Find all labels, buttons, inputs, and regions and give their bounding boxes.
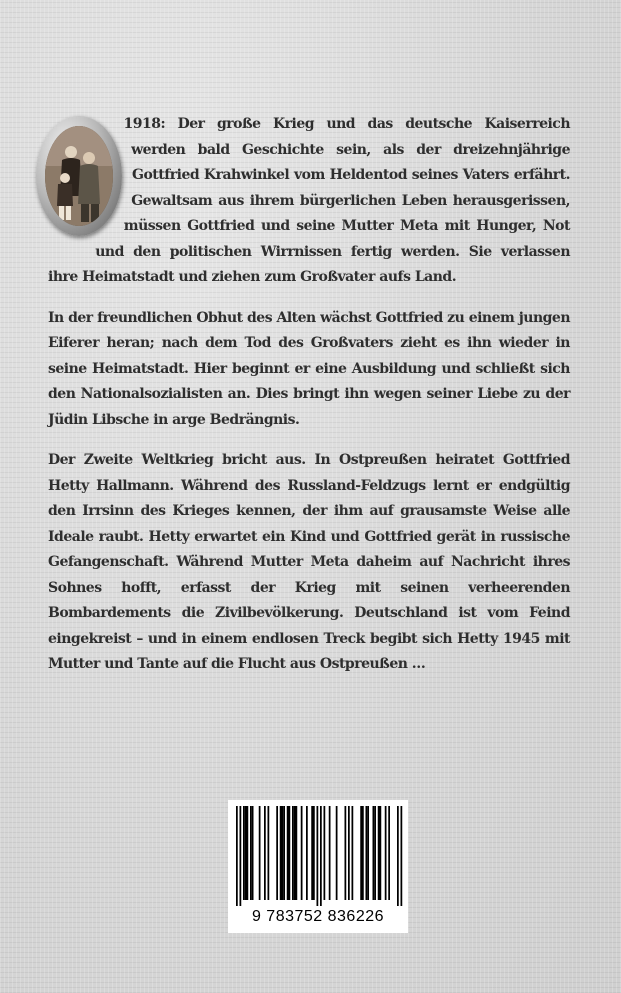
barcode-bar: [292, 806, 294, 900]
oval-family-photo: [36, 116, 122, 236]
barcode-bar: [287, 806, 289, 900]
barcode-bar: [366, 806, 368, 900]
barcode-bar: [289, 806, 291, 900]
barcode-bar: [250, 806, 252, 900]
barcode-bar: [385, 806, 387, 900]
barcode-bar: [401, 806, 403, 906]
barcode-bar: [296, 806, 298, 900]
barcode-bar: [283, 806, 285, 900]
barcode-bar: [245, 806, 247, 900]
barcode-bar: [306, 806, 308, 900]
barcode-bar: [240, 806, 242, 906]
barcode-bar: [360, 806, 362, 900]
blurb-paragraph-3: Der Zweite Weltkrieg bricht aus. In Ostpreußen heiratet Gottfried Hetty Hallmann. Während des Russland-Feldzugs lernt er endgültig den Irrsinn des Krieges kennen, der ihm auf grausamste Weise alle Ideale raubt. Hetty erwartet ein Kind und Gottfried gerät in russische Gefangenschaft. Während Mutter Meta daheim auf Nachricht ihres Sohnes hofft, erfasst der Krieg mit seinen verheerenden Bombardements die Zivilbevölkerung. Deutschland ist vom Feind eingekreist – und in einem endlosen Treck begibt sich Hetty 1945 mit Mutter und Tante auf die Flucht aus Ostpreußen …: [48, 452, 570, 672]
back-cover-blurb: [48, 112, 570, 693]
barcode-bar: [268, 806, 270, 900]
barcode-bar: [373, 806, 375, 900]
barcode-bar: [362, 806, 364, 900]
barcode-bar: [329, 806, 331, 900]
isbn-barcode: [228, 800, 408, 933]
barcode-bar: [313, 806, 315, 900]
barcode-bar: [264, 806, 266, 900]
barcode-bar: [324, 806, 326, 900]
barcode-bar: [243, 806, 245, 900]
barcode-bar: [320, 806, 322, 906]
barcode-bar: [378, 806, 380, 900]
isbn-digits: 9 783752 836226: [251, 908, 385, 925]
family-photo-illustration: [45, 126, 113, 226]
barcode-bar: [380, 806, 382, 900]
barcode-bar: [367, 806, 369, 900]
barcode-bar: [345, 806, 347, 900]
barcode-bar: [336, 806, 338, 900]
photo-image: [45, 126, 113, 226]
barcode-bar: [259, 806, 261, 900]
blurb-paragraph-1: 1918: Der große Krieg und das deutsche Kaiserreich werden bald Geschichte sein, als der dreizehnjährige Gottfried Krahwinkel vom Heldentod seines Vaters erfährt. Gewaltsam aus ihrem bürgerlichen Leben herausgerissen, müssen Gottfried und seine Mutter Meta mit Hunger, Not und den politischen Wirrnissen fertig werden. Sie verlassen ihre Heimatstadt und ziehen zum Großvater aufs Land.: [48, 112, 570, 291]
barcode-bar: [282, 806, 284, 900]
blurb-paragraph-2: In der freundlichen Obhut des Alten wächst Gottfried zu einem jungen Eiferer heran; nach dem Tod des Großvaters zieht es ihn wieder in seine Heimatstadt. Hier beginnt er eine Ausbildung und schließt sich den Nationalsozialisten an. Dies bringt ihn wegen seiner Liebe zu der Jüdin Libsche in arge Bedrängnis.: [48, 309, 570, 428]
barcode-bar: [252, 806, 254, 900]
barcode-bar: [317, 806, 319, 906]
barcode-bar: [294, 806, 296, 900]
barcode-bar: [276, 806, 278, 900]
barcode-bar: [397, 806, 399, 906]
barcode-bar: [352, 806, 354, 900]
barcode-bar: [388, 806, 390, 900]
barcode-bar: [311, 806, 313, 900]
barcode-bar: [374, 806, 376, 900]
barcode-bar: [301, 806, 303, 900]
barcode-bar: [236, 806, 238, 906]
barcode-bar: [280, 806, 282, 900]
barcode-bar: [348, 806, 350, 900]
barcode-bars: [228, 800, 408, 908]
barcode-bar: [247, 806, 249, 900]
